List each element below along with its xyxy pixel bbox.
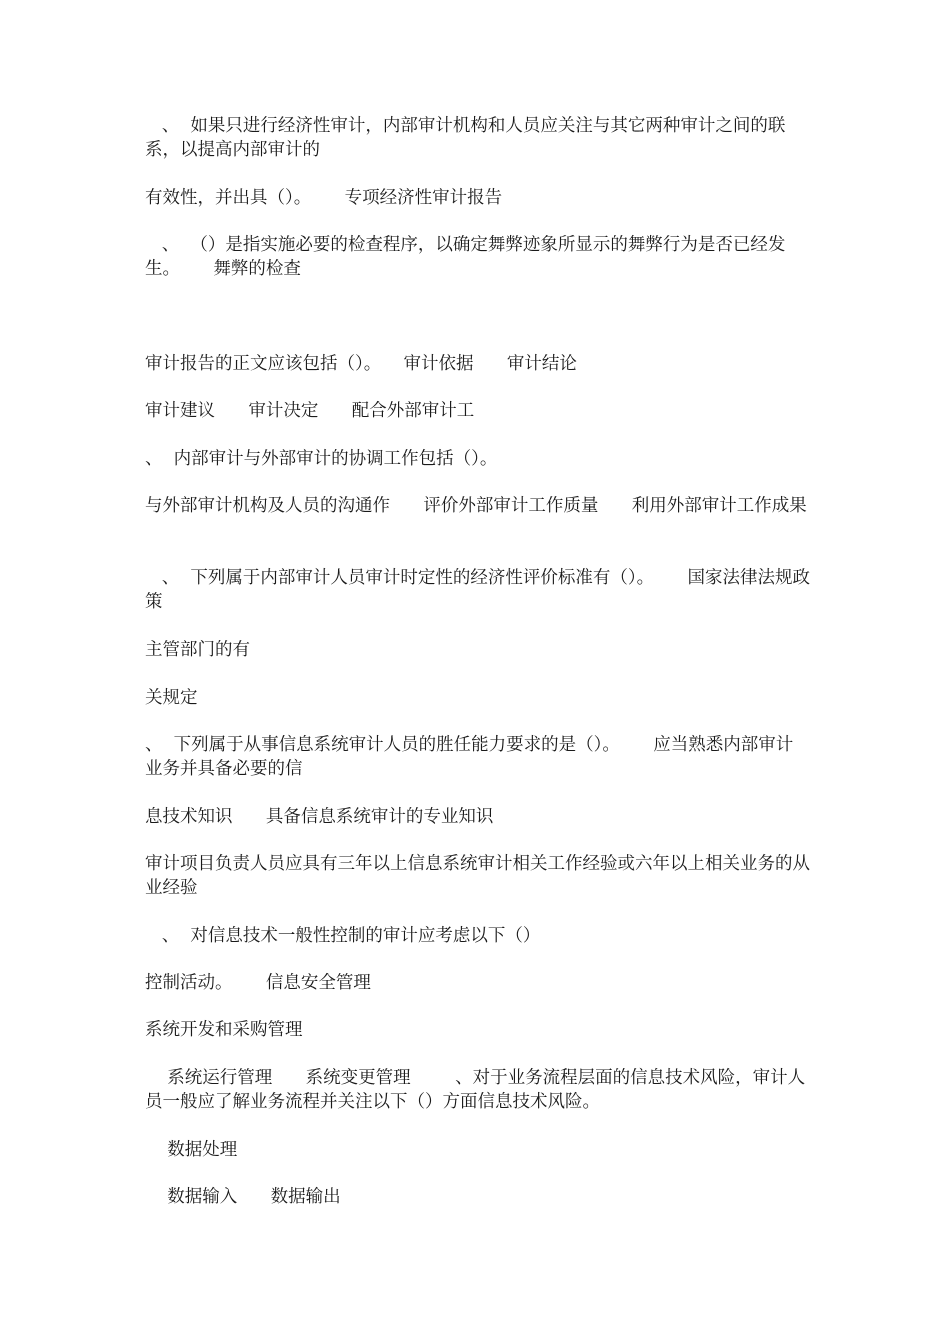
text-line-4: 审计报告的正文应该包括（）。 审计依据 审计结论 xyxy=(145,354,577,374)
text-line-1: 、 如果只进行经济性审计，内部审计机构和人员应关注与其它两种审计之间的联系，以提高内部审计的 xyxy=(145,116,786,160)
text-line-2: 有效性，并出具（）。 专项经济性审计报告 xyxy=(145,188,503,208)
text-line-3: 、 （）是指实施必要的检查程序，以确定舞弊迹象所显示的舞弊行为是否已经发生。 舞弊的检查 xyxy=(145,235,786,279)
text-line-8: 、 下列属于内部审计人员审计时定性的经济性评价标准有（）。 国家法律法规政策 xyxy=(145,568,810,612)
text-line-5: 审计建议 审计决定 配合外部审计工 xyxy=(145,401,475,421)
text-line-14: 、 对信息技术一般性控制的审计应考虑以下（） xyxy=(145,926,541,946)
text-line-6: 、 内部审计与外部审计的协调工作包括（）。 xyxy=(145,449,498,469)
text-line-16: 系统开发和采购管理 xyxy=(145,1020,303,1040)
text-line-12: 息技术知识 具备信息系统审计的专业知识 xyxy=(145,807,494,827)
text-line-18: 数据处理 xyxy=(145,1140,238,1160)
text-line-17: 系统运行管理 系统变更管理 、对于业务流程层面的信息技术风险，审计人员一般应了解业务流程并关注以下（）方面信息技术风险。 xyxy=(145,1068,806,1112)
text-line-7: 与外部审计机构及人员的沟通作 评价外部审计工作质量 利用外部审计工作成果 xyxy=(145,496,807,516)
text-line-13: 审计项目负责人员应具有三年以上信息系统审计相关工作经验或六年以上相关业务的从业经验 xyxy=(145,854,810,898)
text-line-10: 关规定 xyxy=(145,688,198,708)
text-line-11: 、 下列属于从事信息系统审计人员的胜任能力要求的是（）。 应当熟悉内部审计业务并具备必要的信 xyxy=(145,735,794,779)
text-line-15: 控制活动。 信息安全管理 xyxy=(145,973,371,993)
text-line-9: 主管部门的有 xyxy=(145,640,250,660)
text-line-19: 数据输入 数据输出 xyxy=(145,1187,341,1207)
